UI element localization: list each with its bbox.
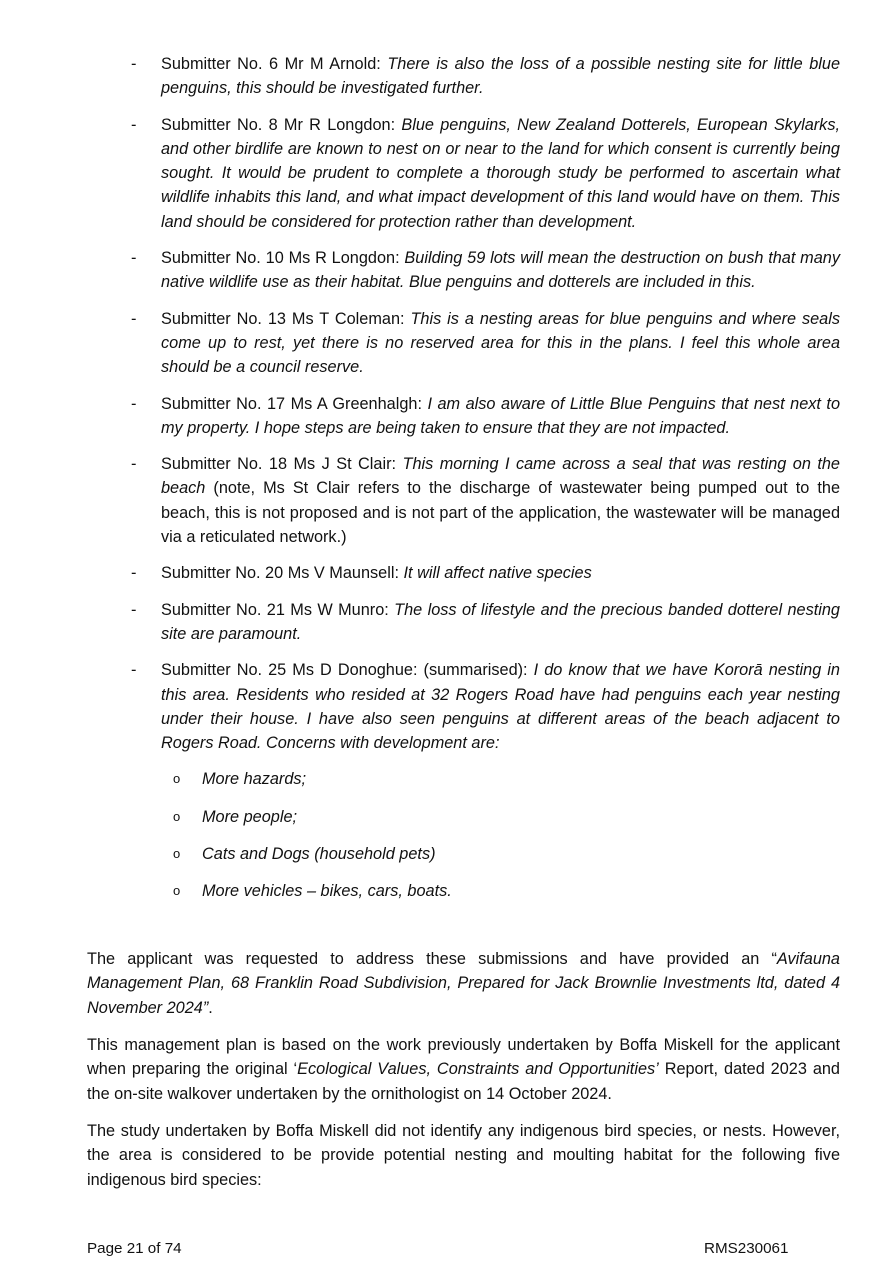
submitter-quote: It will affect native species	[403, 564, 592, 583]
circle-bullet: o	[173, 845, 181, 861]
paragraph-text: The applicant was requested to address these submissions and have provided an “	[87, 950, 777, 968]
circle-bullet: o	[173, 808, 181, 824]
submission-item	[0, 452, 840, 549]
submitter-quote: This morning I came across a seal that was resting on the beach	[161, 455, 840, 498]
submitter-lead: Submitter No. 6 Mr M Arnold:	[161, 55, 388, 73]
submitter-quote: This is a nesting areas for blue penguins and where seals come up to rest, yet there is no reserved area for this in the plans. I feel this whole area should be a council reserve.	[161, 309, 840, 377]
page-number: Page 21 of 74	[87, 1240, 182, 1257]
circle-bullet: o	[173, 882, 181, 898]
bullet-dash: -	[131, 455, 137, 474]
submitter-lead: Submitter No. 8 Mr R Longdon:	[161, 115, 402, 134]
submission-item	[0, 658, 840, 755]
bullet-dash: -	[131, 309, 137, 328]
concerns-list	[0, 767, 880, 903]
submission-list	[0, 52, 880, 916]
document-reference: RMS230061	[704, 1240, 789, 1257]
submitter-quote: There is also the loss of a possible nesting site for little blue penguins, this should be investigated further.	[161, 55, 840, 98]
circle-bullet: o	[173, 771, 181, 787]
bullet-dash: -	[131, 661, 137, 680]
concern-text: Cats and Dogs (household pets)	[202, 844, 436, 863]
submitter-lead: Submitter No. 21 Ms W Munro:	[161, 600, 395, 619]
submitter-lead: Submitter No. 13 Ms T Coleman:	[161, 309, 411, 328]
bullet-dash: -	[131, 55, 137, 73]
concern-text: More vehicles – bikes, cars, boats.	[202, 881, 452, 900]
bullet-dash: -	[131, 115, 137, 134]
paragraph-management-plan	[87, 1033, 840, 1106]
submitter-note: (note, Ms St Clair refers to the discharge of wastewater being pumped out to the beach, this is not proposed and is not part of the application, the wastewater will be managed via a reticulated network.)	[161, 479, 840, 547]
concern-item	[0, 879, 880, 903]
submitter-lead: Submitter No. 10 Ms R Longdon:	[161, 249, 405, 268]
submission-item	[0, 113, 840, 234]
paragraph-text: Report, dated 2023 and the on-site walkover undertaken by the ornithologist on 14 October 2024.	[87, 1060, 840, 1103]
report-title: Avifauna Management Plan, 68 Franklin Road Subdivision, Prepared for Jack Brownlie Investments ltd, dated 4 November 2024”	[87, 950, 840, 1017]
submission-item	[0, 307, 840, 380]
submission-item	[0, 561, 840, 585]
bullet-dash: -	[131, 600, 137, 619]
submission-item	[0, 598, 840, 647]
concern-item	[0, 842, 880, 866]
submitter-lead: Submitter No. 25 Ms D Donoghue: (summarised):	[161, 661, 534, 680]
paragraph-text: This management plan is based on the work previously undertaken by Boffa Miskell for the applicant when preparing the original ‘	[87, 1036, 840, 1079]
concern-text: More hazards;	[202, 770, 307, 789]
concern-item	[0, 767, 880, 791]
submitter-lead: Submitter No. 17 Ms A Greenhalgh:	[161, 394, 428, 413]
submitter-quote: Building 59 lots will mean the destruction on bush that many native wildlife use as their habitat. Blue penguins and dotterels are included in this.	[161, 249, 840, 292]
submitter-quote: I do know that we have Kororā nesting in this area. Residents who resided at 32 Rogers Road have had penguins each year nesting under their house. I have also seen penguins at different areas of the beach adjacent to Rogers Road. Concerns with development are:	[161, 661, 840, 753]
concern-text: More people;	[202, 807, 298, 826]
bullet-dash: -	[131, 249, 137, 268]
bullet-dash: -	[131, 564, 137, 583]
submitter-lead: Submitter No. 20 Ms V Maunsell:	[161, 564, 404, 583]
paragraph-text: .	[208, 998, 213, 1017]
paragraph-applicant-response	[87, 947, 840, 1020]
report-title: Ecological Values, Constraints and Opportunities’	[297, 1060, 659, 1079]
concern-item	[0, 805, 880, 829]
submitter-lead: Submitter No. 18 Ms J St Clair:	[161, 455, 403, 474]
submitter-quote: The loss of lifestyle and the precious banded dotterel nesting site are paramount.	[161, 600, 840, 643]
submitter-quote: Blue penguins, New Zealand Dotterels, European Skylarks, and other birdlife are known to nest on or near to the land for which consent is currently being sought. It would be prudent to complete a thorough study be performed to ascertain what wildlife inhabits this land, and what impact development of this land would have on them. This land should be considered for protection rather than development.	[161, 115, 840, 231]
submission-item	[0, 52, 840, 101]
submission-item	[0, 246, 840, 295]
submission-item	[0, 392, 840, 441]
paragraph-study-findings: The study undertaken by Boffa Miskell did not identify any indigenous bird species, or nests. However, the area is considered to be provide potential nesting and moulting habitat for the following five indigenous bird species:	[87, 1122, 840, 1189]
submitter-quote: I am also aware of Little Blue Penguins that nest next to my property. I hope steps are being taken to ensure that they are not impacted.	[161, 394, 840, 437]
bullet-dash: -	[131, 394, 137, 413]
